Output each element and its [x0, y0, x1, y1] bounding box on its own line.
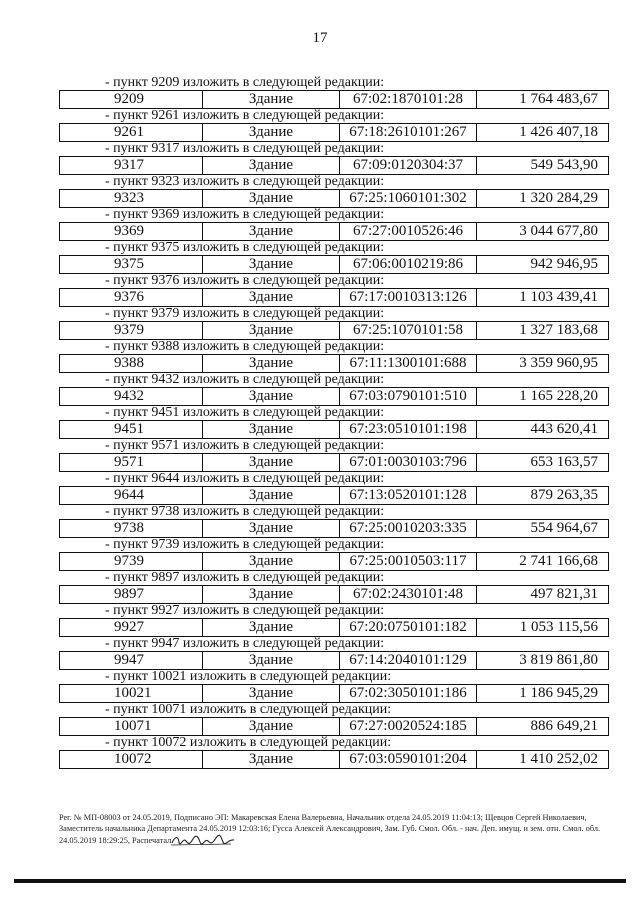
table-row — [59, 90, 609, 109]
item-number-cell: 9571 — [60, 454, 203, 471]
item-number-cell: 9947 — [60, 652, 203, 669]
table-row — [59, 123, 609, 142]
cadastral-number-cell: 67:25:0010503:117 — [340, 553, 477, 570]
table-row — [59, 288, 609, 307]
table-row — [59, 651, 609, 670]
entry-heading: - пункт 9375 изложить в следующей редакции: — [105, 240, 385, 255]
object-type-cell: Здание — [203, 190, 340, 207]
object-type-cell: Здание — [203, 520, 340, 537]
entry-heading: - пункт 9209 изложить в следующей редакции: — [105, 75, 385, 90]
entry-heading: - пункт 9644 изложить в следующей редакции: — [105, 471, 385, 486]
cadastral-value-cell: 3 819 861,80 — [519, 652, 598, 668]
item-number-cell: 9209 — [60, 91, 203, 108]
entry-heading: - пункт 9261 изложить в следующей редакции: — [105, 108, 385, 123]
table-row — [59, 222, 609, 241]
object-type-cell: Здание — [203, 751, 340, 768]
cadastral-number-cell: 67:20:0750101:182 — [340, 619, 477, 636]
item-number-cell: 9644 — [60, 487, 203, 504]
object-type-cell: Здание — [203, 91, 340, 108]
cadastral-number-cell: 67:02:3050101:186 — [340, 685, 477, 702]
entry-heading: - пункт 10071 изложить в следующей редакции: — [105, 702, 392, 717]
entry-heading: - пункт 9317 изложить в следующей редакции: — [105, 141, 385, 156]
table-row — [59, 585, 609, 604]
entry-heading: - пункт 9739 изложить в следующей редакции: — [105, 537, 385, 552]
object-type-cell: Здание — [203, 652, 340, 669]
entry-heading: - пункт 9451 изложить в следующей редакции: — [105, 405, 385, 420]
cadastral-number-cell: 67:01:0030103:796 — [340, 454, 477, 471]
object-type-cell: Здание — [203, 487, 340, 504]
cadastral-number-cell: 67:23:0510101:198 — [340, 421, 477, 438]
cadastral-value-cell: 1 165 228,20 — [519, 388, 598, 404]
entry-heading: - пункт 9738 изложить в следующей редакции: — [105, 504, 385, 519]
entry-heading: - пункт 10021 изложить в следующей редакции: — [105, 669, 392, 684]
item-number-cell: 9927 — [60, 619, 203, 636]
item-number-cell: 9261 — [60, 124, 203, 141]
item-number-cell: 9379 — [60, 322, 203, 339]
table-row — [59, 717, 609, 736]
cadastral-value-cell: 1 426 407,18 — [519, 124, 598, 140]
item-number-cell: 9369 — [60, 223, 203, 240]
cadastral-number-cell: 67:25:1060101:302 — [340, 190, 477, 207]
cadastral-value-cell: 549 543,90 — [530, 157, 598, 173]
table-row — [59, 354, 609, 373]
cadastral-value-cell: 443 620,41 — [530, 421, 598, 437]
cadastral-value-cell: 1 764 483,67 — [519, 91, 598, 107]
signature-footer — [59, 812, 614, 846]
item-number-cell: 9317 — [60, 157, 203, 174]
cadastral-number-cell: 67:13:0520101:128 — [340, 487, 477, 504]
cadastral-number-cell: 67:27:0010526:46 — [340, 223, 477, 240]
entry-heading: - пункт 9947 изложить в следующей редакции: — [105, 636, 385, 651]
cadastral-number-cell: 67:18:2610101:267 — [340, 124, 477, 141]
item-number-cell: 9388 — [60, 355, 203, 372]
object-type-cell: Здание — [203, 685, 340, 702]
object-type-cell: Здание — [203, 124, 340, 141]
cadastral-value-cell: 1 186 945,29 — [519, 685, 598, 701]
object-type-cell: Здание — [203, 553, 340, 570]
object-type-cell: Здание — [203, 454, 340, 471]
cadastral-value-cell: 3 359 960,95 — [519, 355, 598, 371]
table-row — [59, 255, 609, 274]
cadastral-number-cell: 67:25:1070101:58 — [340, 322, 477, 339]
table-row — [59, 387, 609, 406]
object-type-cell: Здание — [203, 223, 340, 240]
table-row — [59, 684, 609, 703]
cadastral-value-cell: 886 649,21 — [530, 718, 598, 734]
cadastral-number-cell: 67:09:0120304:37 — [340, 157, 477, 174]
amendment-list — [59, 76, 609, 769]
item-number-cell: 9323 — [60, 190, 203, 207]
entry-heading: - пункт 9376 изложить в следующей редакции: — [105, 273, 385, 288]
item-number-cell: 9376 — [60, 289, 203, 306]
object-type-cell: Здание — [203, 157, 340, 174]
entry-heading: - пункт 9369 изложить в следующей редакции: — [105, 207, 385, 222]
cadastral-value-cell: 1 327 183,68 — [519, 322, 598, 338]
cadastral-value-cell: 1 103 439,41 — [519, 289, 598, 305]
table-row — [59, 519, 609, 538]
object-type-cell: Здание — [203, 355, 340, 372]
cadastral-value-cell: 554 964,67 — [530, 520, 598, 536]
cadastral-number-cell: 67:02:1870101:28 — [340, 91, 477, 108]
entry-heading: - пункт 9379 изложить в следующей редакции: — [105, 306, 385, 321]
cadastral-number-cell: 67:03:0790101:510 — [340, 388, 477, 405]
item-number-cell: 9432 — [60, 388, 203, 405]
object-type-cell: Здание — [203, 388, 340, 405]
cadastral-number-cell: 67:25:0010203:335 — [340, 520, 477, 537]
entry-heading: - пункт 9927 изложить в следующей редакции: — [105, 603, 385, 618]
entry-heading: - пункт 9388 изложить в следующей редакции: — [105, 339, 385, 354]
handwritten-signature — [171, 834, 235, 846]
entry-heading: - пункт 9571 изложить в следующей редакции: — [105, 438, 385, 453]
object-type-cell: Здание — [203, 322, 340, 339]
entry-heading: - пункт 9323 изложить в следующей редакции: — [105, 174, 385, 189]
object-type-cell: Здание — [203, 421, 340, 438]
item-number-cell: 9897 — [60, 586, 203, 603]
cadastral-value-cell: 879 263,35 — [530, 487, 598, 503]
cadastral-number-cell: 67:17:0010313:126 — [340, 289, 477, 306]
item-number-cell: 9739 — [60, 553, 203, 570]
table-row — [59, 552, 609, 571]
cadastral-value-cell: 942 946,95 — [530, 256, 598, 272]
object-type-cell: Здание — [203, 586, 340, 603]
page-bottom-rule — [14, 879, 626, 883]
footer-text: Рег. № МП-08003 от 24.05.2019, Подписано ЭП: Макаревская Елена Валерьевна, Начальник отдела 24.05.2019 11:04:13; Щевцов Сергей Николаевич, Заместитель начальника Департамента 24.05.2019 12:03:16; Гусса Алексей Александрович, Зам. Губ. Смол. Обл. - нач. Деп. имущ. и зем. отн. Смол. обл. 24.05.2019 18:29:25, Распечатал — [59, 813, 601, 845]
entry-heading: - пункт 9432 изложить в следующей редакции: — [105, 372, 385, 387]
cadastral-value-cell: 1 320 284,29 — [519, 190, 598, 206]
cadastral-value-cell: 2 741 166,68 — [519, 553, 598, 569]
object-type-cell: Здание — [203, 619, 340, 636]
item-number-cell: 10071 — [60, 718, 203, 735]
item-number-cell: 10072 — [60, 751, 203, 768]
table-row — [59, 750, 609, 769]
cadastral-number-cell: 67:02:2430101:48 — [340, 586, 477, 603]
table-row — [59, 189, 609, 208]
table-row — [59, 618, 609, 637]
item-number-cell: 9738 — [60, 520, 203, 537]
table-row — [59, 321, 609, 340]
cadastral-number-cell: 67:14:2040101:129 — [340, 652, 477, 669]
cadastral-value-cell: 497 821,31 — [530, 586, 598, 602]
object-type-cell: Здание — [203, 289, 340, 306]
item-number-cell: 9451 — [60, 421, 203, 438]
cadastral-number-cell: 67:06:0010219:86 — [340, 256, 477, 273]
table-row — [59, 453, 609, 472]
cadastral-value-cell: 3 044 677,80 — [519, 223, 598, 239]
cadastral-value-cell: 1 053 115,56 — [519, 619, 598, 635]
object-type-cell: Здание — [203, 256, 340, 273]
object-type-cell: Здание — [203, 718, 340, 735]
table-row — [59, 420, 609, 439]
cadastral-value-cell: 653 163,57 — [530, 454, 598, 470]
cadastral-number-cell: 67:27:0020524:185 — [340, 718, 477, 735]
cadastral-number-cell: 67:03:0590101:204 — [340, 751, 477, 768]
table-row — [59, 156, 609, 175]
entry-heading: - пункт 10072 изложить в следующей редакции: — [105, 735, 392, 750]
table-row — [59, 486, 609, 505]
cadastral-number-cell: 67:11:1300101:688 — [340, 355, 477, 372]
item-number-cell: 9375 — [60, 256, 203, 273]
item-number-cell: 10021 — [60, 685, 203, 702]
cadastral-value-cell: 1 410 252,02 — [519, 751, 598, 767]
page-number: 17 — [312, 30, 328, 46]
entry-heading: - пункт 9897 изложить в следующей редакции: — [105, 570, 385, 585]
